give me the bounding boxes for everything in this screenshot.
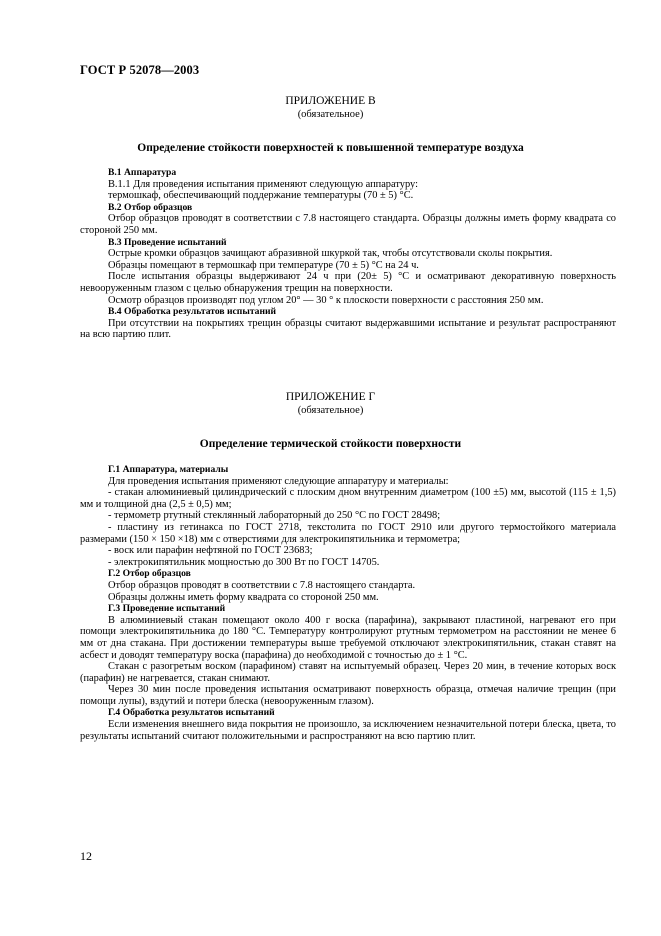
paragraph: Отбор образцов проводят в соответствии с 7.8 настоящего стандарта. Образцы должны иметь форму квадрата со стороной 250 мм. xyxy=(80,213,616,236)
appendix-g-block xyxy=(0,391,661,417)
paragraph: Через 30 мин после проведения испытания осматривают поверхность образца, отмечая наличие трещин (при помощи лупы), вздутий и потери блеска (невооруженным глазом). xyxy=(80,684,616,707)
section-heading: В.4 Обработка результатов испытаний xyxy=(108,306,277,318)
paragraph: Осмотр образцов производят под углом 20° — 30 ° к плоскости поверхности с расстояния 250 мм. xyxy=(108,294,544,306)
paragraph: При отсутствии на покрытиях трещин образцы считают выдержавшими испытание и результат распространяют на всю партию плит. xyxy=(80,317,616,341)
paragraph: термошкаф, обеспечивающий поддержание температуры (70 ± 5) °С. xyxy=(108,190,414,202)
paragraph: Для проведения испытания применяют следующие аппаратуру и материалы: xyxy=(108,475,449,487)
paragraph: Образцы помещают в термошкаф при температуре (70 ± 5) °С на 24 ч. xyxy=(108,259,419,271)
appendix-v-body xyxy=(80,167,616,341)
paragraph: В.1.1 Для проведения испытания применяют следующую аппаратуру: xyxy=(108,178,418,190)
appendix-g-status: (обязательное) xyxy=(297,405,364,416)
page-number: 12 xyxy=(80,849,92,863)
paragraph: Если изменения внешнего вида покрытия не произошло, за исключением незначительной потери блеска, цвета, то результаты испытаний считают положительными и распространяют на всю партию плит. xyxy=(80,719,616,742)
appendix-v-block xyxy=(0,95,661,121)
doc-code-header: ГОСТ Р 52078—2003 xyxy=(80,63,200,77)
paragraph: - электрокипятильник мощностью до 300 Вт по ГОСТ 14705. xyxy=(108,556,380,568)
paragraph: - воск или парафин нефтяной по ГОСТ 23683; xyxy=(108,545,313,557)
appendix-v-title: ПРИЛОЖЕНИЕ В xyxy=(285,95,376,107)
section-heading: Г.1 Аппаратура, материалы xyxy=(108,464,229,475)
appendix-g-heading: Определение термической стойкости поверхности xyxy=(199,438,462,450)
appendix-v-heading: Определение стойкости поверхностей к повышенной температуре воздуха xyxy=(137,142,524,154)
paragraph: - стакан алюминиевый цилиндрический с плоским дном внутренним диаметром (100 ±5) мм, высотой (115 ± 1,5) мм и толщиной дна (2,5 ± 0,5) мм; xyxy=(80,487,616,510)
paragraph: После испытания образцы выдерживают 24 ч при (20± 5) °С и осматривают декоративную поверхность невооруженным глазом с целью обнаружения трещин на поверхности. xyxy=(80,271,616,294)
paragraph: Отбор образцов проводят в соответствии с 7.8 настоящего стандарта. xyxy=(108,579,416,591)
appendix-g-body xyxy=(80,464,616,742)
section-heading: В.3 Проведение испытаний xyxy=(108,236,227,248)
section-heading: Г.3 Проведение испытаний xyxy=(108,603,226,615)
paragraph: - термометр ртутный стеклянный лабораторный до 250 °С по ГОСТ 28498; xyxy=(108,510,441,522)
section-heading: В.2 Отбор образцов xyxy=(108,201,193,213)
paragraph: Острые кромки образцов зачищают абразивной шкуркой так, чтобы отсутствовали сколы покрытия. xyxy=(108,248,553,260)
appendix-v-status: (обязательное) xyxy=(297,109,364,120)
paragraph: - пластину из гетинакса по ГОСТ 2718, текстолита по ГОСТ 2910 или другого термостойкого материала размерами (150 × 150 ×18) мм с отверстиями для электрокипятильника и термометра; xyxy=(80,521,616,545)
section-heading: Г.2 Отбор образцов xyxy=(108,568,191,580)
paragraph: Стакан с разогретым воском (парафином) ставят на испытуемый образец. Через 20 мин, в течение которых воск (парафин) не нагревается, стакан снимают. xyxy=(80,661,616,684)
section-heading: В.1 Аппаратура xyxy=(108,167,177,178)
paragraph: Образцы должны иметь форму квадрата со стороной 250 мм. xyxy=(108,591,379,603)
appendix-g-title: ПРИЛОЖЕНИЕ Г xyxy=(285,391,376,403)
section-heading: Г.4 Обработка результатов испытаний xyxy=(108,707,275,719)
paragraph: В алюминиевый стакан помещают около 400 г воска (парафина), закрывают пластиной, нагревают его при помощи электрокипятильника до 180 °С. Температуру контролируют ртутным термометром на расстоянии не менее 6 мм от дна стакана. При достижении температуры выше требуемой отключают электрокипятильник, стакан ставят на асбест и доводят температуру воска (парафина) до необходимой с точностью до ± 1 °С. xyxy=(80,614,616,661)
